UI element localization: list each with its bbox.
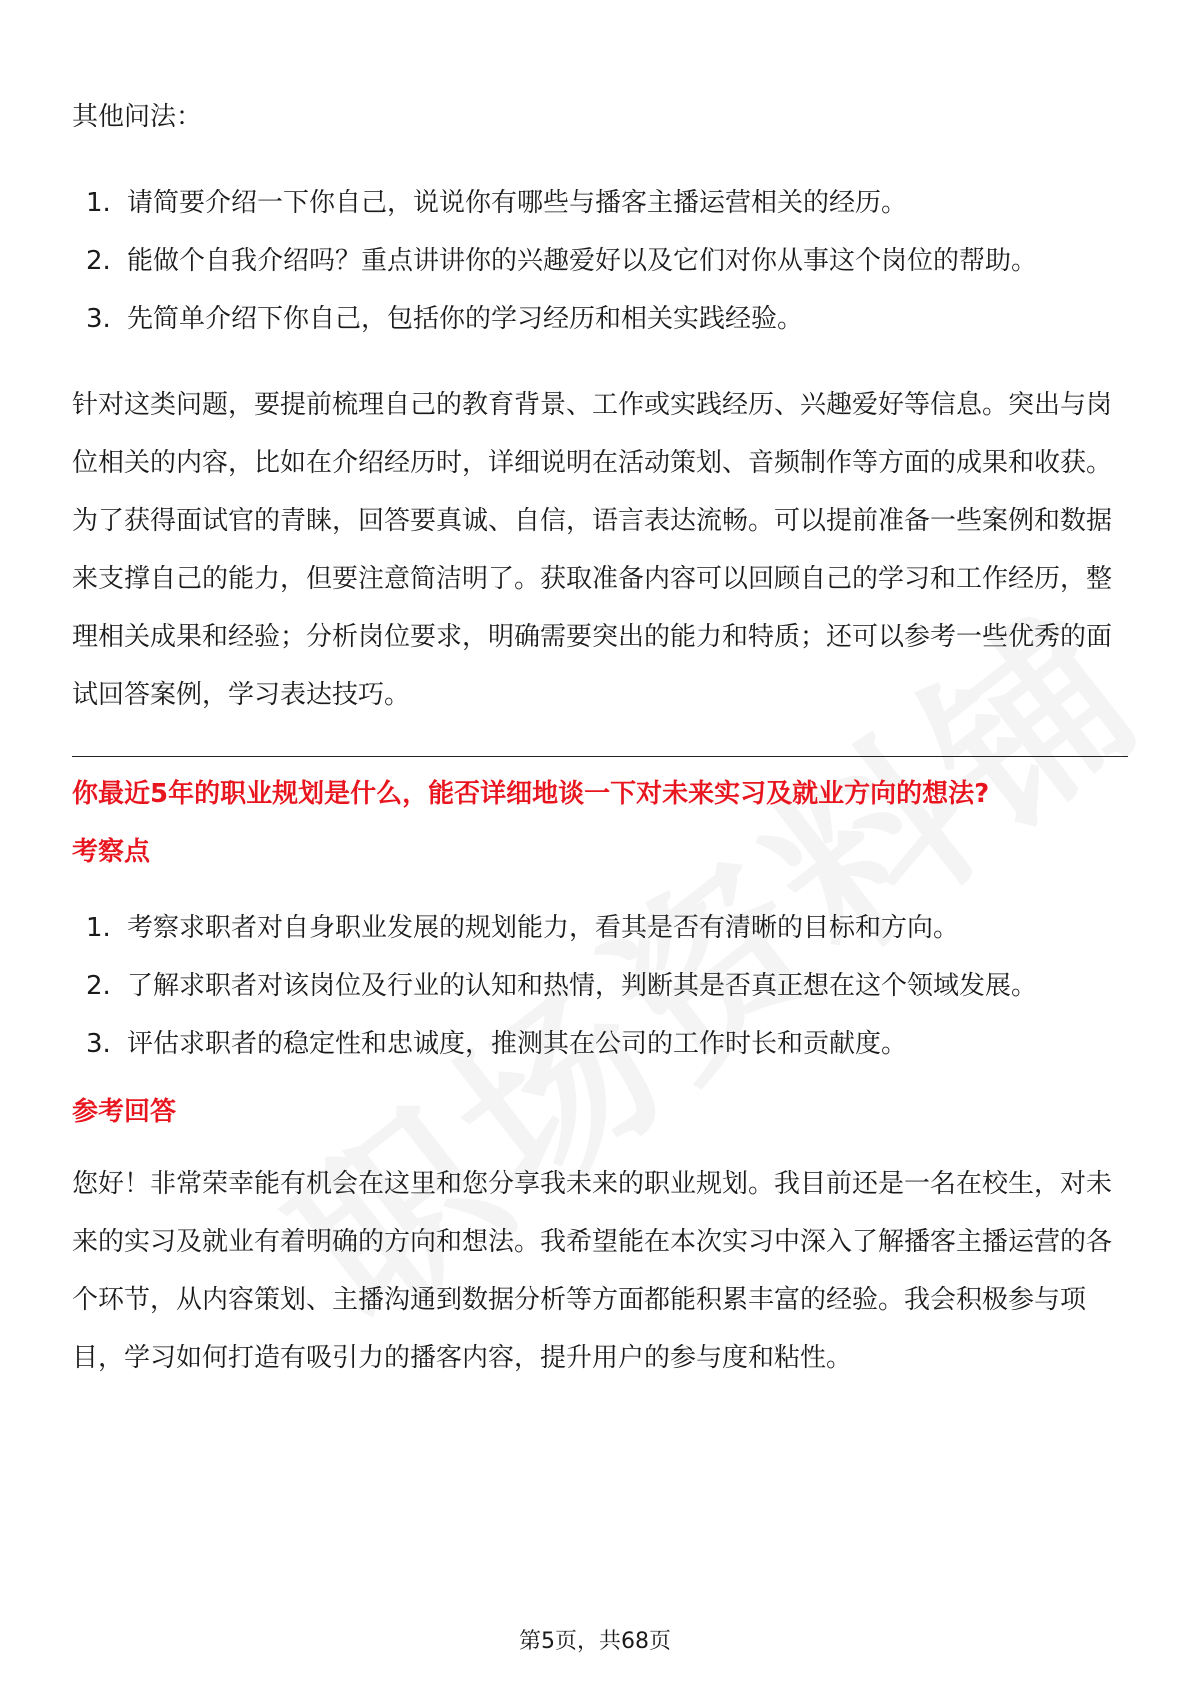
advice-paragraph: 针对这类问题，要提前梳理自己的教育背景、工作或实践经历、兴趣爱好等信息。突出与岗位相关的内容，比如在介绍经历时，详细说明在活动策划、音频制作等方面的成果和收获。为了获得面试官的青睐，回答要真诚、自信，语言表达流畅。可以提前准备一些案例和数据来支撑自己的能力，但要注意简洁明了。获取准备内容可以回顾自己的学习和工作经历，整理相关成果和经验；分析岗位要求，明确需要突出的能力和特质；还可以参考一些优秀的面试回答案例，学习表达技巧。 [72,390,1113,710]
answer-paragraph: 您好！非常荣幸能有机会在这里和您分享我未来的职业规划。我目前还是一名在校生，对未来的实习及就业有着明确的方向和想法。我希望能在本次实习中深入了解播客主播运营的各个环节，从内容策划、主播沟通到数据分析等方面都能积累丰富的经验。我会积极参与项目，学习如何打造有吸引力的播客内容，提升用户的参与度和粘性。 [72,1169,1113,1373]
focus-list [72,899,1132,1073]
other-asks-list [72,174,1132,348]
list-item: 3. 评估求职者的稳定性和忠诚度，推测其在公司的工作时长和贡献度。 [86,1029,908,1059]
list-item: 1. 考察求职者对自身职业发展的规划能力，看其是否有清晰的目标和方向。 [86,913,960,943]
list-item: 2. 了解求职者对该岗位及行业的认知和热情，判断其是否真正想在这个领域发展。 [86,971,1038,1001]
list-item: 2. 能做个自我介绍吗？重点讲讲你的兴趣爱好以及它们对你从事这个岗位的帮助。 [86,246,1038,276]
page-footer: 第5页，共68页 [519,1629,671,1654]
list-item: 3. 先简单介绍下你自己，包括你的学习经历和相关实践经验。 [86,304,804,334]
document-page [72,88,1132,1387]
answer-label: 参考回答 [72,1097,177,1127]
list-item: 1. 请简要介绍一下你自己，说说你有哪些与播客主播运营相关的经历。 [86,188,908,218]
focus-label: 考察点 [72,837,151,867]
question-heading: 你最近5年的职业规划是什么，能否详细地谈一下对未来实习及就业方向的想法? [72,779,990,809]
section-divider [72,756,1128,757]
other-asks-label: 其他问法： [72,102,203,132]
